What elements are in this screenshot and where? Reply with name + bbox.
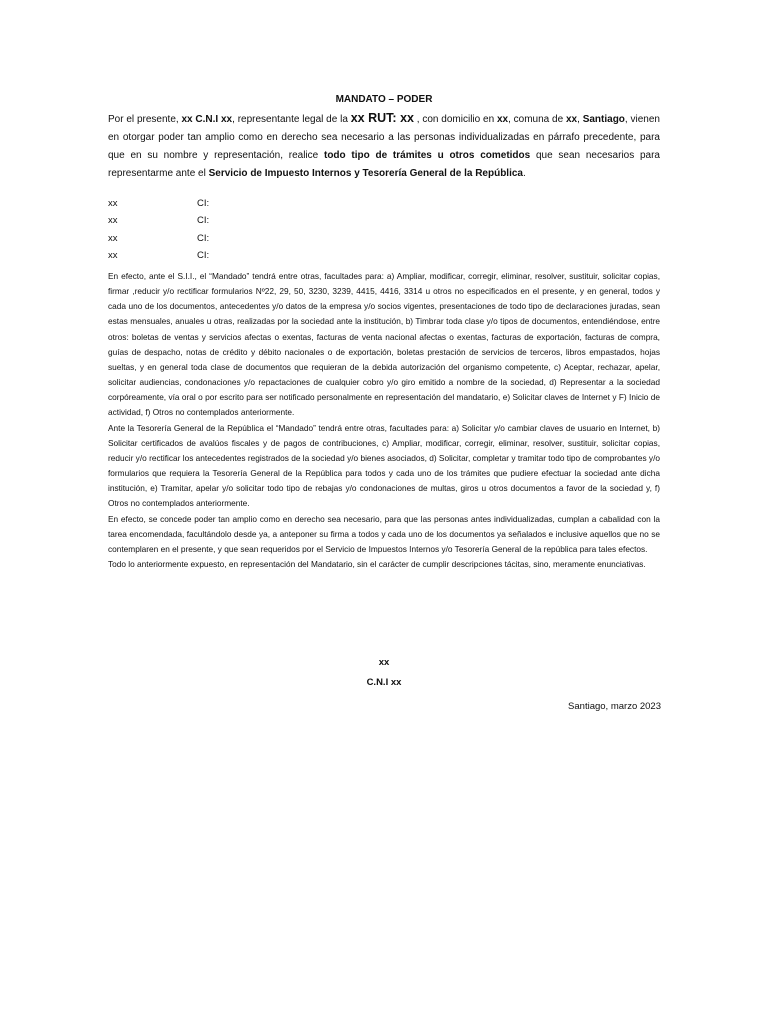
person-row [108,230,408,247]
intro-bold: xx [565,114,578,125]
body-text [108,269,660,572]
signature-block [0,653,768,693]
tgr-faculties-paragraph: Ante la Tesorería General de la República el “Mandado” tendrá entre otras, facultades para: a) Solicitar y/o cambiar claves de usuario en Internet, b) Solicitar certificados de avalúos fiscales y de pagos de contribuciones, c) Ampliar, modificar, corregir, eliminar, resolver, sustituir, solicitar copias, reducir y/o rectificar los antecedentes registrados de la sociedad y/o bienes asociados, d) Solicitar, completar y tramitar todo tipo de comprobantes y/o formularios que requiera la Tesorería General de la República para todos y cada uno de los trámites que pudiere efectuar la sociedad ante dicha institución, e) Tramitar, apelar y/o solicitar todo tipo de rebajas y/o condonaciones de multas, giros u otros documentos a favor de la sociedad y, f) Otros no contemplados anteriormente. [108,422,660,509]
sii-faculties-paragraph: En efecto, ante el S.I.I., el “Mandado” tendrá entre otras, facultades para: a) Ampliar, modificar, corregir, eliminar, resolver, sustituir, solicitar copias, firmar ,reducir y/o rectificar formularios Nº22, 29, 50, 3230, 3239, 4415, 4416, 3314 u otros no especificados en el presente, y en general, todos y cada uno de los documentos, antecedentes y/o datos de la empresa y/o socios vigentes, presentaciones de todo tipo de declaraciones juradas, sean estas mensuales, anuales u otras, realizadas por la sociedad ante la institución, b) Timbrar toda clase y/o tipos de documentos, entendiéndose, entre otros: boletas de ventas y servicios afectas o exentas, facturas de venta nacional afectas o exentas, facturas de exportación, facturas de compra, guías de despacho, notas de crédito y débito nacionales o de exportación, boletas prestación de servicios de terceros, libros empastados, hojas sueltas, y en general toda clase de documentos que requieran de la debida autorización del organismo competente, c) Aceptar, rechazar, apelar, solicitar audiencias, condonaciones y/o repactaciones de cualquier cobro y/o giro emitido a nombre de la sociedad, d) Representar a la sociedad corpóreamente, vía oral o por escrito para ser notificado personalmente en representación del mandatario, e) Solicitar claves de Internet y F) Inicio de actividad, f) Otros no contemplados anteriormente. [108,271,660,418]
intro-bold: Santiago [582,114,625,125]
intro-bold: xx [496,114,509,125]
person-ci: CI: [197,215,210,227]
intro-text: que sean necesarios para representarme ante el [108,150,660,179]
intro-text: , vienen en otorgar poder tan amplio como en derecho sea necesario a las personas individualizadas en párrafo precedente, para que en su nombre y representación, realice [108,114,660,161]
person-name: xx [108,198,118,209]
person-ci: CI: [197,198,210,209]
intro-text: , [577,114,583,125]
signature-id: C.N.I xx [366,677,402,688]
persons-list [108,195,408,264]
intro-paragraph [108,109,660,183]
intro-text: , comuna de [508,114,566,125]
intro-rut: xx RUT: xx [350,111,414,125]
intro-text: , representante legal de la [232,114,351,125]
intro-text: , con domicilio en [413,114,497,125]
person-row [108,212,408,229]
person-row [108,195,408,212]
person-name: xx [108,232,118,244]
person-name: xx [108,249,118,261]
person-ci: CI: [197,232,210,244]
signature-name: xx [378,657,390,668]
intro-bold: xx C.N.I xx [181,114,233,125]
person-row [108,247,408,264]
intro-bold: todo tipo de trámites u otros cometidos [323,150,531,161]
intro-text: . [523,168,526,179]
person-ci: CI: [197,249,210,261]
scope-paragraph: En efecto, se concede poder tan amplio como en derecho sea necesario, para que las personas antes individualizadas, cumplan a cabalidad con la tarea encomendada, facultándolo desde ya, a anteponer su firma a todos y cada uno de los documentos ya señalados e inclusive aquellos que no se contemplaren en el presente, y que sean requeridos por el Servicio de Impuestos Internos y/o Tesorería General de la república para tales efectos. [108,513,660,554]
closing-paragraph: Todo lo anteriormente expuesto, en representación del Mandatario, sin el carácter de cumplir descripciones tácitas, sino, meramente enunciativas. [108,558,646,569]
person-name: xx [108,215,118,227]
intro-bold: Servicio de Impuesto Internos y Tesorería General de la República [208,168,523,179]
document-title: MANDATO – PODER [335,94,433,105]
place-date: Santiago, marzo 2023 [568,701,661,712]
intro-text: Por el presente, [108,114,182,125]
